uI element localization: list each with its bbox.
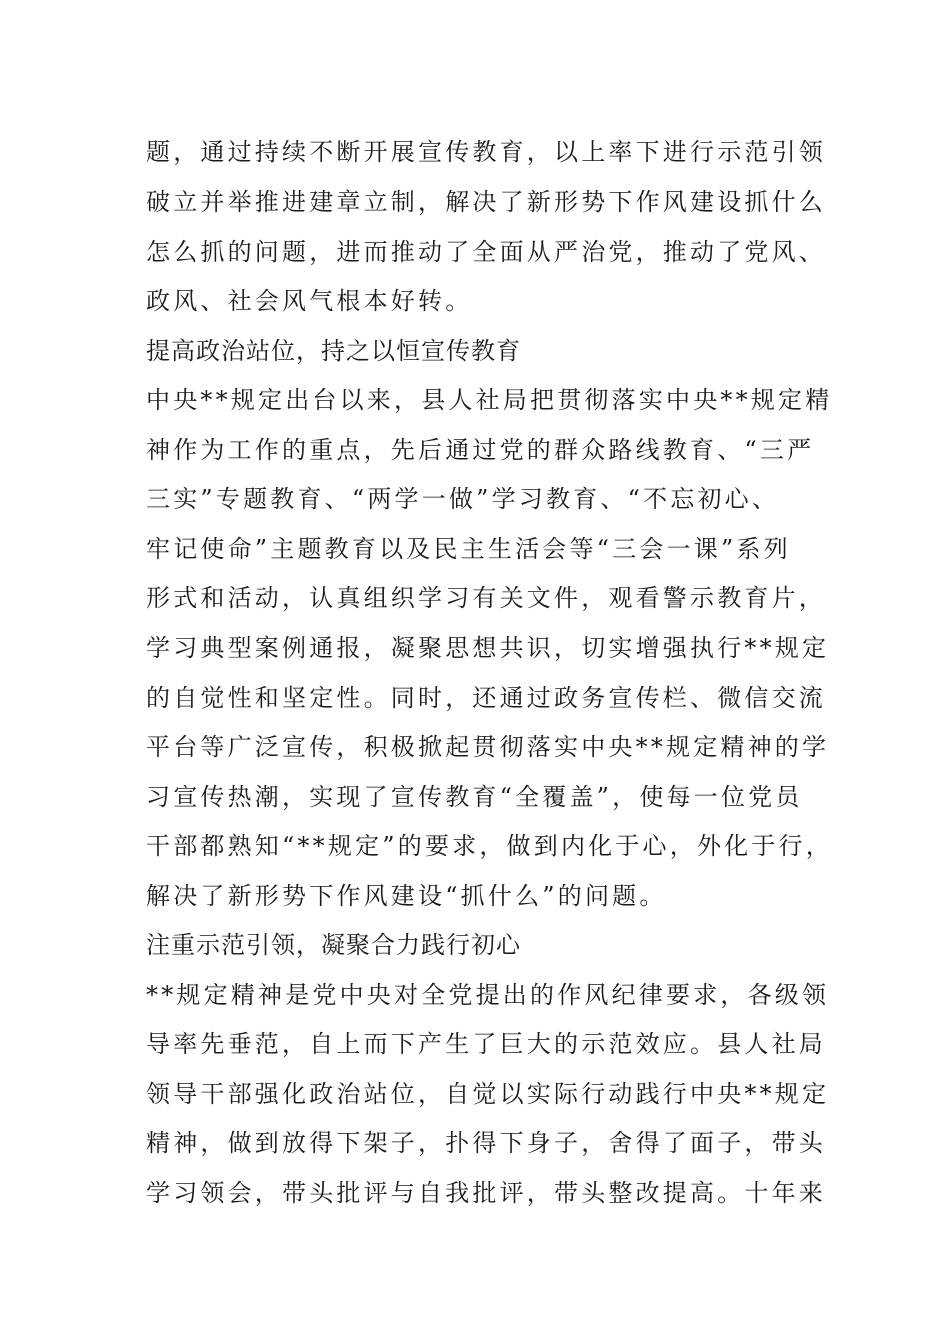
text-line: 三实”专题教育、“两学一做”学习教育、“不忘初心、	[146, 485, 780, 513]
text-line: **规定精神是党中央对全党提出的作风纪律要求，各级领	[146, 981, 830, 1009]
text-line: 的自觉性和坚定性。同时，还通过政务宣传栏、微信交流	[146, 684, 826, 712]
text-line: 怎么抓的问题，进而推动了全面从严治党，推动了党风、	[146, 238, 826, 266]
text-line: 平台等广泛宣传，积极掀起贯彻落实中央**规定精神的学	[146, 733, 830, 761]
text-line: 精神，做到放得下架子，扑得下身子，舍得了面子，带头	[146, 1129, 826, 1157]
text-line: 导率先垂范，自上而下产生了巨大的示范效应。县人社局	[146, 1030, 826, 1058]
text-line: 神作为工作的重点，先后通过党的群众路线教育、“三严	[146, 436, 815, 464]
text-line: 领导干部强化政治站位，自觉以实际行动践行中央**规定	[146, 1080, 830, 1108]
text-line: 习宣传热潮，实现了宣传教育“全覆盖”，使每一位党员	[146, 783, 803, 811]
text-line: 破立并举推进建章立制，解决了新形势下作风建设抓什么	[146, 188, 826, 216]
text-line: 形式和活动，认真组织学习有关文件，观看警示教育片，	[146, 584, 826, 612]
text-line: 干部都熟知“**规定”的要求，做到内化于心，外化于行，	[146, 832, 833, 860]
text-line: 题，通过持续不断开展宣传教育，以上率下进行示范引领	[146, 138, 826, 166]
text-line: 学习典型案例通报，凝聚思想共识，切实增强执行**规定	[146, 634, 830, 662]
text-line: 中央**规定出台以来，县人社局把贯彻落实中央**规定精	[146, 386, 833, 414]
section-heading: 提高政治站位，持之以恒宣传教育	[146, 337, 521, 365]
text-line: 政风、社会风气根本好转。	[146, 287, 473, 315]
text-line: 牢记使命”主题教育以及民主生活会等“三会一课”系列	[146, 535, 791, 563]
section-heading: 注重示范引领，凝聚合力践行初心	[146, 931, 521, 959]
text-line: 学习领会，带头批评与自我批评，带头整改提高。十年来	[146, 1179, 826, 1207]
text-line: 解决了新形势下作风建设“抓什么”的问题。	[146, 882, 667, 910]
